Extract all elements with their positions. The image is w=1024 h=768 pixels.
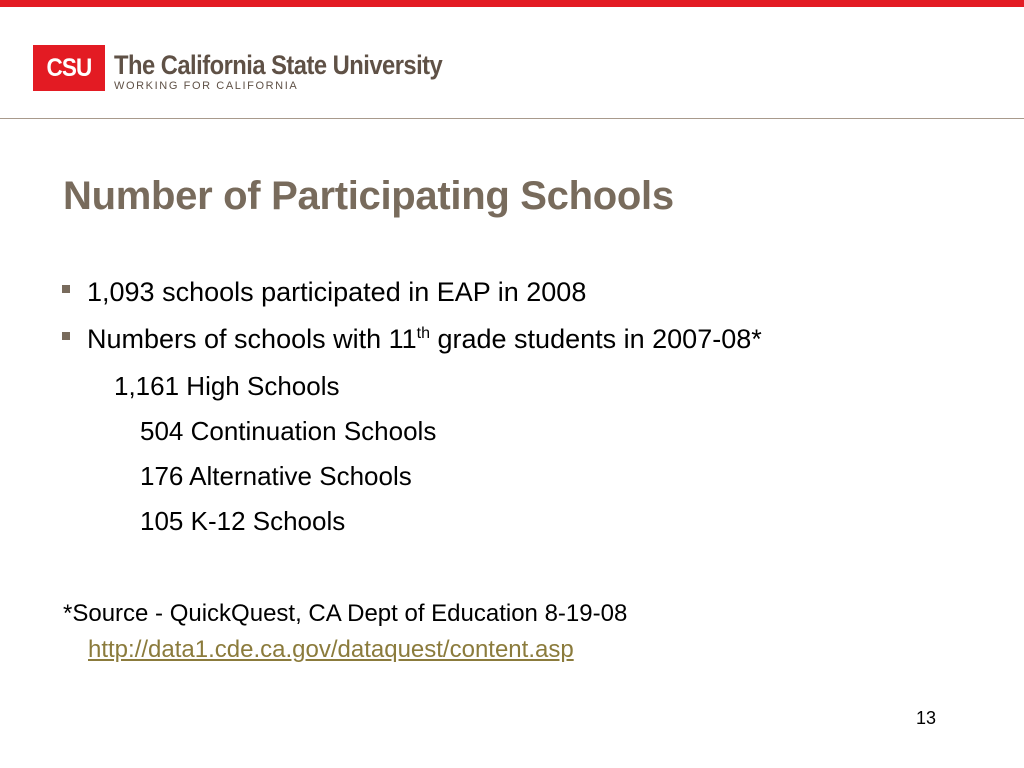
- header-divider: [0, 118, 1024, 119]
- bullet-text: 1,093 schools participated in EAP in 2008: [87, 277, 587, 307]
- ordinal-suffix: th: [416, 325, 430, 342]
- breakdown-alternative-schools: 176 Alternative Schools: [140, 461, 412, 491]
- csu-logo: [33, 45, 105, 91]
- bullet-text-part: grade students in 2007-08*: [430, 324, 762, 354]
- breakdown-k12-schools: 105 K-12 Schools: [140, 506, 346, 536]
- source-note: *Source - QuickQuest, CA Dept of Education 8-19-08: [63, 600, 628, 627]
- top-accent-bar: [0, 0, 1024, 7]
- square-bullet-icon: [62, 285, 70, 293]
- page-number: 13: [916, 708, 937, 728]
- org-tagline: WORKING FOR CALIFORNIA: [114, 80, 299, 92]
- square-bullet-icon: [62, 332, 70, 340]
- source-link[interactable]: http://data1.cde.ca.gov/dataquest/content.asp: [88, 636, 574, 663]
- slide-title: Number of Participating Schools: [63, 174, 674, 218]
- logo-text: CSU: [46, 53, 92, 82]
- breakdown-high-schools: 1,161 High Schools: [114, 371, 340, 401]
- org-name: The California State University: [114, 50, 443, 80]
- bullet-text-part: Numbers of schools with 11: [87, 324, 417, 354]
- breakdown-continuation-schools: 504 Continuation Schools: [140, 416, 437, 446]
- bullet-item-school-counts: [62, 324, 762, 355]
- bullet-text: [87, 324, 762, 355]
- bullet-item-participation: [62, 277, 586, 308]
